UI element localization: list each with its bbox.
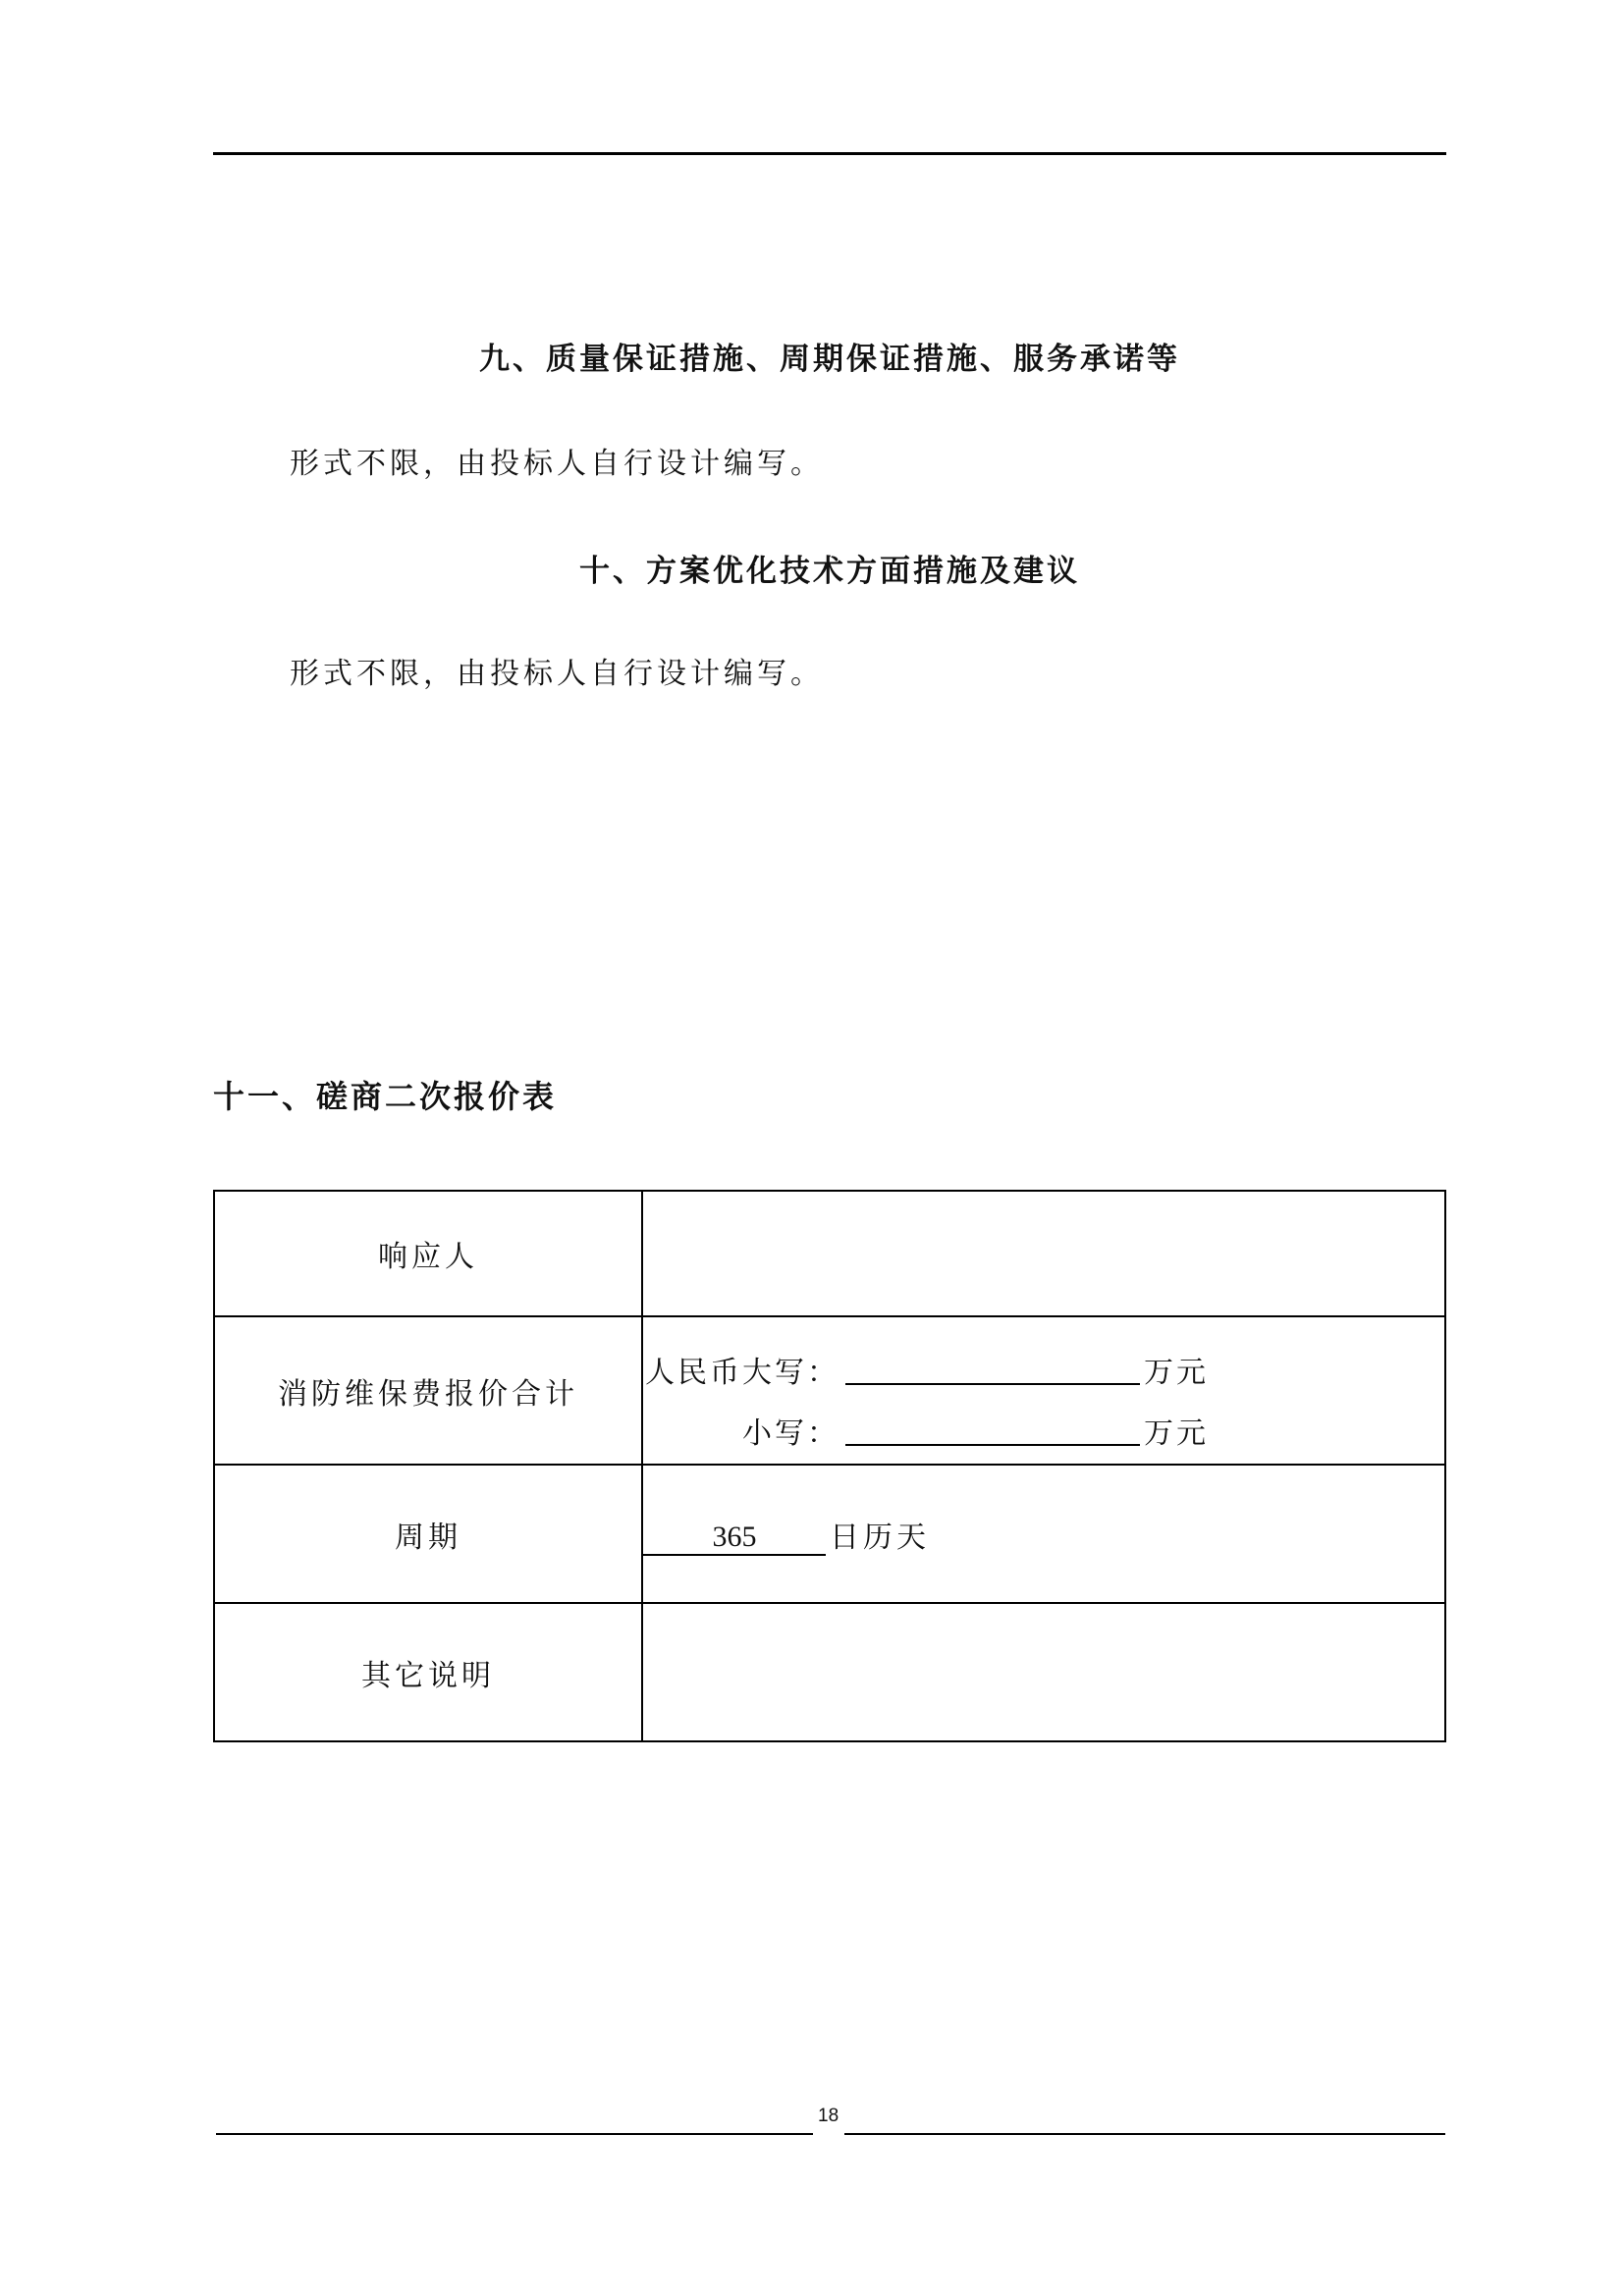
total-value-cell bbox=[642, 1316, 1445, 1465]
uppercase-label: 人民币大写： bbox=[645, 1355, 839, 1390]
quote-table bbox=[213, 1190, 1446, 1742]
section-9-body: 形式不限，由投标人自行设计编写。 bbox=[290, 447, 824, 481]
table-row bbox=[214, 1316, 1445, 1465]
total-label: 消防维保费报价合计 bbox=[214, 1316, 642, 1465]
uppercase-amount-line bbox=[643, 1330, 1444, 1391]
lowercase-unit: 万元 bbox=[1144, 1415, 1209, 1451]
header-rule bbox=[213, 152, 1446, 155]
uppercase-unit: 万元 bbox=[1144, 1355, 1209, 1390]
lowercase-amount-line bbox=[643, 1391, 1444, 1452]
table-row bbox=[214, 1603, 1445, 1741]
period-cell bbox=[642, 1465, 1445, 1603]
lowercase-amount-field[interactable] bbox=[845, 1411, 1140, 1446]
section-10-body: 形式不限，由投标人自行设计编写。 bbox=[290, 657, 824, 691]
table-row bbox=[214, 1191, 1445, 1316]
responder-label: 响应人 bbox=[214, 1191, 642, 1316]
other-label: 其它说明 bbox=[214, 1603, 642, 1741]
footer-rule-left bbox=[216, 2133, 813, 2135]
table-row bbox=[214, 1465, 1445, 1603]
page-number: 18 bbox=[818, 2106, 839, 2126]
period-label: 周期 bbox=[214, 1465, 642, 1603]
uppercase-amount-field[interactable] bbox=[845, 1350, 1140, 1385]
section-9-title: 九、质量保证措施、周期保证措施、服务承诺等 bbox=[479, 342, 1180, 377]
footer-rule-right bbox=[844, 2133, 1445, 2135]
section-11-title: 十一、磋商二次报价表 bbox=[213, 1078, 558, 1115]
other-field[interactable] bbox=[642, 1603, 1445, 1741]
period-value[interactable]: 365 bbox=[643, 1521, 826, 1556]
period-unit: 日历天 bbox=[830, 1520, 930, 1555]
responder-field[interactable] bbox=[642, 1191, 1445, 1316]
section-10-title: 十、方案优化技术方面措施及建议 bbox=[579, 554, 1080, 589]
lowercase-label: 小写： bbox=[742, 1415, 839, 1451]
